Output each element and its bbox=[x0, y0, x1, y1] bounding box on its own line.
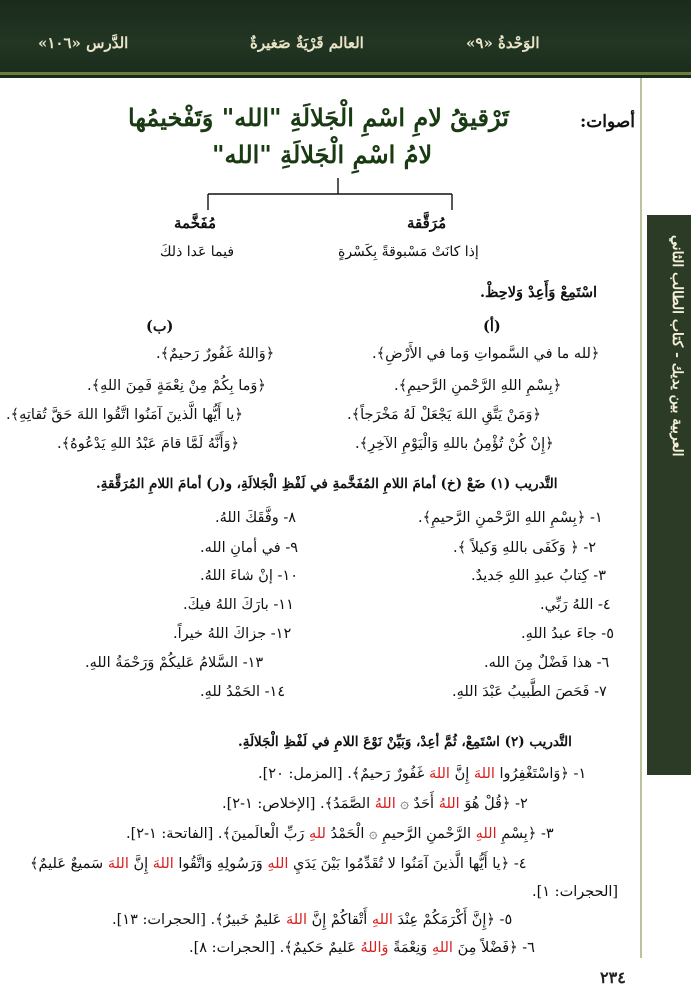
list-item: ٩- في أمانِ الله. bbox=[200, 540, 299, 556]
list-item: ٤- اللهُ رَبِّي. bbox=[540, 597, 611, 613]
exercise-line bbox=[112, 912, 512, 928]
list-item: ٦- هذا فَضْلٌ مِنَ الله. bbox=[484, 655, 610, 671]
column-a-label: (أ) bbox=[483, 318, 501, 335]
book-title: العربية بين يديك - كتاب الطالب الثاني bbox=[669, 235, 685, 457]
list-item: ١١- بارَكَ اللهُ فيكَ. bbox=[183, 597, 294, 613]
line-segment: رَبِّ الْعالَمينَ﴾. [الفاتحة: ١-٢]. bbox=[126, 826, 309, 842]
branch-left-label: مُفَخَّمة bbox=[174, 214, 217, 232]
section-label: أصوات: bbox=[580, 112, 635, 132]
list-item: ﴿وَما بِكُمْ مِنْ نِعْمَةٍ فَمِنَ اللهِ﴾. bbox=[87, 378, 266, 394]
exercise-2-heading: التَّدريب (٢) اسْتَمِعْ، ثُمَّ أعِدْ، وَبَيِّنْ نَوْعَ اللامِ في لَفْظِ الْجَلالَةِ. bbox=[238, 734, 572, 750]
list-item: ﴿إِنْ كُنْ تُؤْمِنُ باللهِ وَالْيَوْمِ الآخِرِ﴾. bbox=[355, 436, 554, 452]
highlighted-word: اللهُ bbox=[374, 796, 396, 812]
unit-title: العالم قَرْيَةٌ صَغيرةٌ bbox=[250, 34, 364, 52]
exercise-1-heading: التَّدريب (١) ضَعْ (خ) أمامَ اللامِ المُفَخَّمةِ في لَفْظِ الْجَلالَةِ، و(ر) أمامَ اللامِ المُرَقَّقةِ. bbox=[96, 476, 558, 492]
list-item: ١٢- جزاكَ اللهُ خيراً. bbox=[173, 626, 292, 642]
page-number: ٢٣٤ bbox=[600, 968, 626, 987]
line-segment: إِنَّ bbox=[128, 856, 153, 872]
branch-right-desc: إذا كانَتْ مَسْبوقةً بِكَسْرةٍ bbox=[338, 244, 479, 260]
branch-diagram bbox=[0, 0, 691, 240]
list-item: ﴿يا أَيُّها الَّذينَ آمَنُوا اتَّقُوا اللهَ حَقَّ تُقاتِهِ﴾. bbox=[6, 407, 243, 423]
line-segment: عَليمٌ حَكيمٌ﴾. [الحجرات: ٨]. bbox=[189, 940, 361, 956]
line-segment: سَميعٌ عَليمٌ﴾ bbox=[30, 856, 108, 872]
line-segment: ١- ﴿وَاسْتَغْفِرُوا bbox=[494, 766, 587, 782]
line-segment: الرَّحْمنِ الرَّحيمِ ۞ الْحَمْدُ bbox=[325, 826, 476, 842]
line-segment: ٦- ﴿فَضْلاً مِنَ bbox=[452, 940, 535, 956]
highlighted-word: اللهِ bbox=[475, 826, 497, 842]
highlighted-word: اللهَ bbox=[152, 856, 174, 872]
list-item: ﴿وَاللهُ غَفُورٌ رَحيمٌ﴾. bbox=[156, 346, 275, 362]
highlighted-word: اللهَ bbox=[473, 766, 495, 782]
line-segment: ٥- ﴿إِنَّ أَكْرَمَكُمْ عِنْدَ bbox=[392, 912, 513, 928]
exercise-line bbox=[189, 940, 535, 956]
list-item: ١٠- إنْ شاءَ اللهُ. bbox=[200, 568, 298, 584]
line-segment: عَليمٌ خَبيرٌ﴾. [الحجرات: ١٣]. bbox=[112, 912, 286, 928]
line-segment: ٣- ﴿بِسْمِ bbox=[496, 826, 554, 842]
line-segment: أَتْقاكُمْ إِنَّ bbox=[307, 912, 372, 928]
list-item: ٢- ﴿ وَكَفَى باللهِ وَكيلاً ﴾. bbox=[453, 540, 597, 556]
exercise-line bbox=[222, 796, 528, 812]
side-tab bbox=[647, 215, 691, 775]
list-item: ٨- وفَّقَكَ اللهُ. bbox=[215, 510, 297, 526]
highlighted-word: اللهِ bbox=[431, 940, 453, 956]
highlighted-word: اللهَ bbox=[107, 856, 129, 872]
list-item: ﴿بِسْمِ اللهِ الرَّحْمنِ الرَّحيمِ﴾. bbox=[394, 378, 562, 394]
exercise-line bbox=[126, 826, 554, 842]
column-b-label: (ب) bbox=[146, 318, 174, 335]
line-segment: ٢- ﴿قُلْ هُوَ bbox=[459, 796, 528, 812]
highlighted-word: اللهُ bbox=[438, 796, 460, 812]
line-segment: وَنِعْمَةً bbox=[388, 940, 432, 956]
line-segment: غَفُورٌ رَحيمٌ﴾. [المزمل: ٢٠]. bbox=[258, 766, 429, 782]
exercise-line bbox=[30, 856, 527, 872]
list-item: ١٤- الحَمْدُ للهِ. bbox=[200, 684, 286, 700]
list-item: ١- ﴿بِسْمِ اللهِ الرَّحْمنِ الرَّحيمِ﴾. bbox=[418, 510, 603, 526]
exercise-line bbox=[532, 884, 618, 900]
page-subtitle: لامُ اسْمِ الْجَلالَةِ "الله" bbox=[212, 140, 433, 169]
line-segment: ٤- ﴿يا أَيُّها الَّذينَ آمَنُوا لا تُقَدِّمُوا بَيْنَ يَدَيِ bbox=[288, 856, 527, 872]
highlighted-word: اللهَ bbox=[428, 766, 450, 782]
highlighted-word: اللهِ bbox=[371, 912, 393, 928]
branch-right-label: مُرَقَّقة bbox=[407, 214, 447, 232]
unit-number: الوَحْدةُ «٩» bbox=[466, 34, 540, 52]
list-item: ١٣- السَّلامُ عَليكُمْ وَرَحْمَةُ اللهِ. bbox=[85, 655, 264, 671]
highlighted-word: اللهَ bbox=[285, 912, 308, 928]
highlighted-word: وَاللهُ bbox=[360, 940, 389, 956]
line-segment: وَرَسُولِهِ وَاتَّقُوا bbox=[173, 856, 268, 872]
list-item: ٣- كِتابُ عبدِ اللهِ جَديدٌ. bbox=[471, 568, 606, 584]
line-segment: [الحجرات: ١]. bbox=[532, 884, 619, 900]
page-title: تَرْقيقُ لامِ اسْمِ الْجَلالَةِ "الله" وَتَفْخيمُها bbox=[128, 103, 509, 132]
lesson-number: الدَّرس «١٠٦» bbox=[38, 34, 129, 52]
list-item: ﴿وَمَنْ يَتَّقِ اللهَ يَجْعَلْ لَهُ مَخْرَجاً﴾. bbox=[347, 407, 542, 423]
line-segment: الصَّمَدُ﴾. [الإخلاص: ١-٢]. bbox=[222, 796, 375, 812]
highlighted-word: للهِ bbox=[308, 826, 326, 842]
exercise-line bbox=[258, 766, 586, 782]
list-item: ﴿لله ما في السَّمواتِ وَما في الأَرْضِ﴾. bbox=[372, 346, 600, 362]
line-segment: إِنَّ bbox=[449, 766, 474, 782]
line-segment: أَحَدٌ ۞ bbox=[395, 796, 439, 812]
listen-heading: اسْتَمِعْ وَأَعِدْ وَلاحِظْ. bbox=[480, 284, 598, 301]
highlighted-word: اللهِ bbox=[267, 856, 289, 872]
list-item: ٧- فَحَصَ الطَّبيبُ عَبْدَ اللهِ. bbox=[452, 684, 607, 700]
list-item: ٥- جاءَ عبدُ اللهِ. bbox=[521, 626, 614, 642]
list-item: ﴿وَأَنَّهُ لَمَّا قامَ عَبْدُ اللهِ يَدْعُوهُ﴾. bbox=[57, 436, 240, 452]
branch-left-desc: فيما عَدا ذلكَ bbox=[160, 244, 235, 260]
